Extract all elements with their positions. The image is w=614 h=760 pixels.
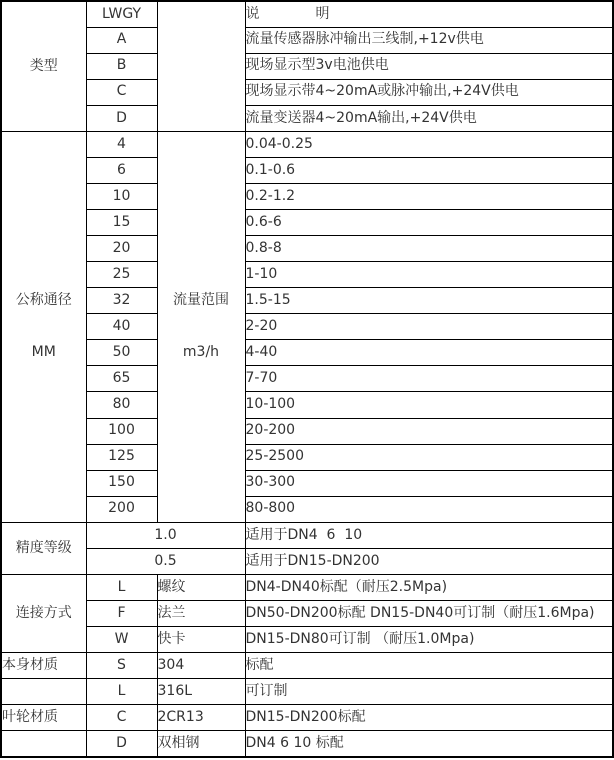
dn-value: 200	[86, 496, 157, 522]
accuracy-desc: 适用于DN15-DN200	[245, 548, 613, 574]
dn-section-label	[1, 131, 86, 522]
table-row	[1, 418, 613, 444]
table-row	[1, 79, 613, 105]
table-row	[1, 236, 613, 262]
flow-range-value: 30-300	[245, 470, 613, 496]
flow-range-label-line1: 流量范围	[173, 291, 229, 308]
flow-range-value: 4-40	[245, 340, 613, 366]
table-row	[1, 262, 613, 288]
table-row	[1, 392, 613, 418]
table-row	[1, 210, 613, 236]
flow-range-value: 7-70	[245, 366, 613, 392]
dn-value: 4	[86, 131, 157, 157]
type-desc: 流量变送器4~20mA输出,+24V供电	[245, 105, 613, 131]
empty-cell	[157, 1, 245, 131]
table-row	[1, 131, 613, 157]
model-code-header: LWGY	[86, 1, 157, 27]
dn-section-label-line1: 公称通径	[15, 291, 72, 308]
flow-range-value: 0.1-0.6	[245, 157, 613, 183]
type-desc: 流量传感器脉冲输出三线制,+12v供电	[245, 27, 613, 53]
flow-range-value: 1.5-15	[245, 288, 613, 314]
table-row	[1, 470, 613, 496]
flow-range-label-line2: m3/h	[182, 344, 220, 361]
table-row	[1, 574, 613, 600]
table-row	[1, 600, 613, 626]
type-section-label: 类型	[1, 1, 86, 131]
flow-range-value: 80-800	[245, 496, 613, 522]
type-code: C	[86, 79, 157, 105]
dn-value: 10	[86, 183, 157, 209]
flow-range-value: 10-100	[245, 392, 613, 418]
impeller-material-section-label: 叶轮材质	[1, 705, 86, 731]
body-material-desc: 标配	[245, 653, 613, 679]
flow-range-value: 0.04-0.25	[245, 131, 613, 157]
type-desc: 现场显示带4~20mA或脉冲输出,+24V供电	[245, 79, 613, 105]
connection-name: 法兰	[157, 600, 245, 626]
connection-name: 螺纹	[157, 574, 245, 600]
table-row	[1, 679, 613, 705]
impeller-material-code: C	[86, 705, 157, 731]
description-header: 说 明	[245, 1, 613, 27]
impeller-material-code: D	[86, 731, 157, 757]
connection-desc: DN15-DN80可订制 （耐压1.0Mpa)	[245, 627, 613, 653]
flow-range-label	[157, 131, 245, 522]
connection-section-label: 连接方式	[1, 574, 86, 652]
table-row	[1, 157, 613, 183]
accuracy-section-label: 精度等级	[1, 522, 86, 574]
accuracy-value: 0.5	[86, 548, 245, 574]
connection-desc: DN50-DN200标配 DN15-DN40可订制（耐压1.6Mpa)	[245, 600, 613, 626]
dn-value: 125	[86, 444, 157, 470]
body-material-desc: 可订制	[245, 679, 613, 705]
flow-range-value: 25-2500	[245, 444, 613, 470]
connection-code: L	[86, 574, 157, 600]
dn-value: 15	[86, 210, 157, 236]
table-row	[1, 288, 613, 314]
table-row	[1, 1, 613, 27]
dn-value: 80	[86, 392, 157, 418]
table-row	[1, 27, 613, 53]
body-material-code: S	[86, 653, 157, 679]
empty-cell	[1, 731, 86, 757]
flow-range-value: 1-10	[245, 262, 613, 288]
table-row	[1, 548, 613, 574]
dn-value: 32	[86, 288, 157, 314]
empty-cell	[1, 679, 86, 705]
table-row	[1, 522, 613, 548]
connection-name: 快卡	[157, 627, 245, 653]
connection-desc: DN4-DN40标配（耐压2.5Mpa)	[245, 574, 613, 600]
accuracy-desc: 适用于DN4 6 10	[245, 522, 613, 548]
dn-section-label-line2: MM	[31, 344, 56, 361]
dn-value: 25	[86, 262, 157, 288]
type-code: A	[86, 27, 157, 53]
connection-code: F	[86, 600, 157, 626]
body-material-name: 304	[157, 653, 245, 679]
table-row	[1, 366, 613, 392]
body-material-name: 316L	[157, 679, 245, 705]
impeller-material-desc: DN4 6 10 标配	[245, 731, 613, 757]
body-material-code: L	[86, 679, 157, 705]
table-row	[1, 340, 613, 366]
type-code: D	[86, 105, 157, 131]
table-row	[1, 627, 613, 653]
dn-value: 100	[86, 418, 157, 444]
accuracy-value: 1.0	[86, 522, 245, 548]
impeller-material-desc: DN15-DN200标配	[245, 705, 613, 731]
connection-code: W	[86, 627, 157, 653]
table-row	[1, 705, 613, 731]
dn-value: 50	[86, 340, 157, 366]
flow-range-value: 0.6-6	[245, 210, 613, 236]
table-row	[1, 444, 613, 470]
dn-value: 150	[86, 470, 157, 496]
table-row	[1, 731, 613, 757]
flow-range-value: 0.2-1.2	[245, 183, 613, 209]
dn-value: 20	[86, 236, 157, 262]
flow-range-value: 20-200	[245, 418, 613, 444]
impeller-material-name: 2CR13	[157, 705, 245, 731]
type-desc: 现场显示型3v电池供电	[245, 53, 613, 79]
flow-range-value: 0.8-8	[245, 236, 613, 262]
table-row	[1, 53, 613, 79]
body-material-section-label: 本身材质	[1, 653, 86, 679]
table-row	[1, 653, 613, 679]
table-row	[1, 105, 613, 131]
dn-value: 6	[86, 157, 157, 183]
dn-value: 65	[86, 366, 157, 392]
table-row	[1, 183, 613, 209]
flow-range-value: 2-20	[245, 314, 613, 340]
table-row	[1, 496, 613, 522]
table-row	[1, 314, 613, 340]
type-code: B	[86, 53, 157, 79]
dn-value: 40	[86, 314, 157, 340]
impeller-material-name: 双相钢	[157, 731, 245, 757]
